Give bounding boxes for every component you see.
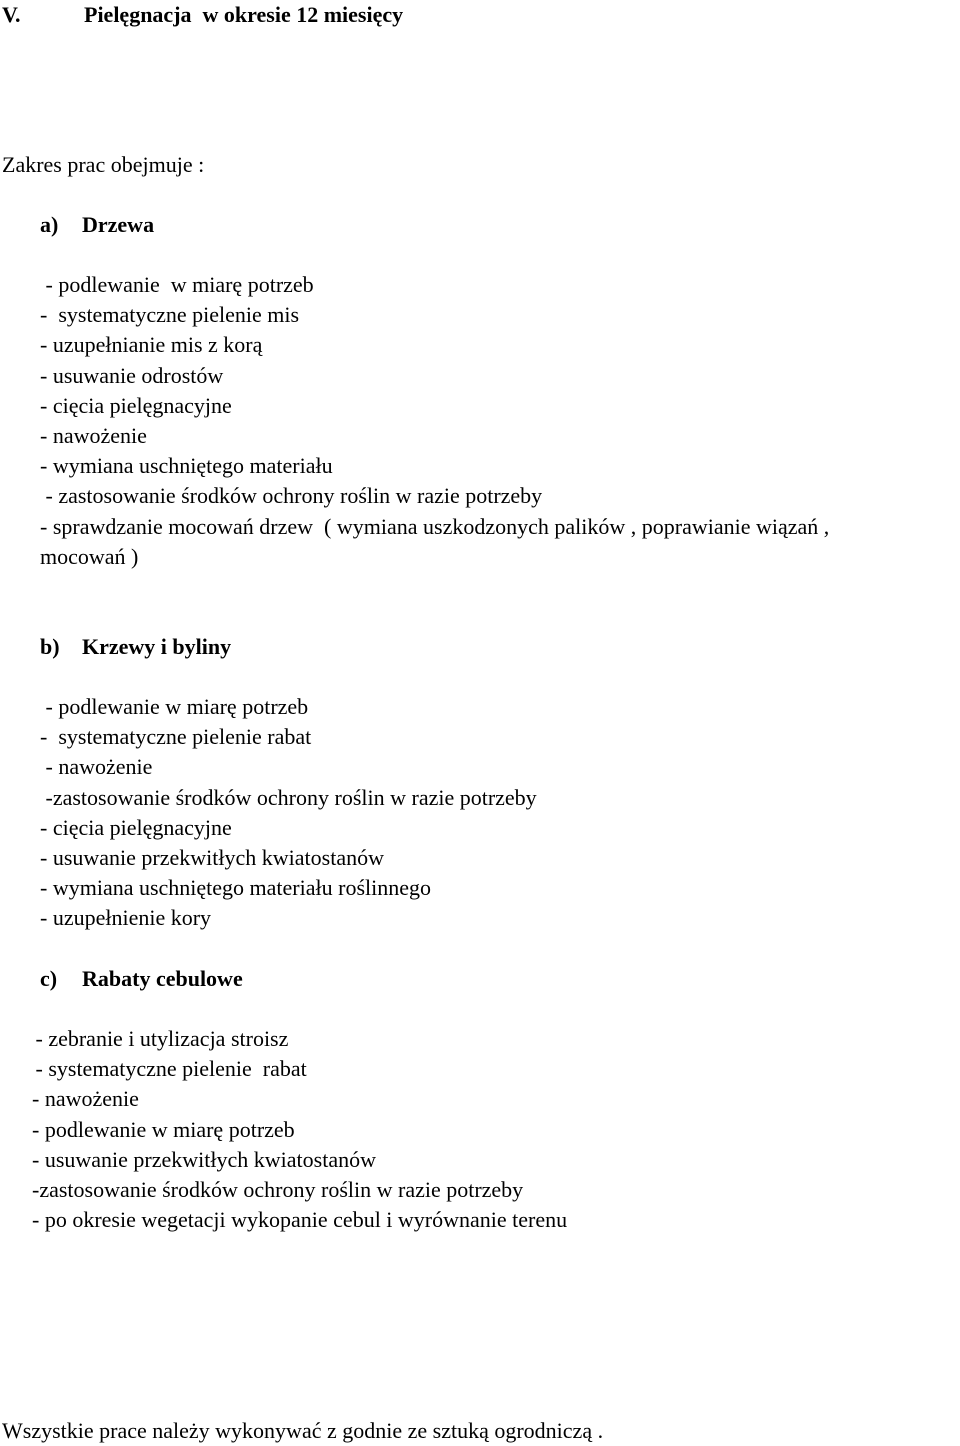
intro-text: Zakres prac obejmuje : [2, 152, 205, 177]
list-item: - usuwanie przekwitłych kwiatostanów [40, 845, 384, 870]
list-item: -zastosowanie środków ochrony roślin w razie potrzeby [40, 785, 537, 810]
footer-note: Wszystkie prace należy wykonywać z godnie ze sztuką ogrodniczą . [2, 1418, 604, 1443]
page-title: Pielęgnacja w okresie 12 miesięcy [84, 2, 404, 27]
list-item: -zastosowanie środków ochrony roślin w razie potrzeby [32, 1177, 524, 1202]
list-item: - usuwanie odrostów [40, 363, 224, 388]
section-b-marker: b) [40, 634, 60, 659]
section-a-title: Drzewa [82, 212, 155, 237]
section-b-title: Krzewy i byliny [82, 634, 232, 659]
list-item: - podlewanie w miarę potrzeb [40, 694, 309, 719]
list-item: - systematyczne pielenie rabat [40, 724, 312, 749]
list-item: - cięcia pielęgnacyjne [40, 393, 232, 418]
list-item: - uzupełnienie kory [40, 905, 212, 930]
list-item: - nawożenie [40, 423, 147, 448]
list-item: mocowań ) [40, 544, 139, 569]
list-item: - podlewanie w miarę potrzeb [32, 1117, 295, 1142]
section-c-marker: c) [40, 966, 58, 991]
section-a-marker: a) [40, 212, 59, 237]
section-number: V. [2, 2, 21, 27]
list-item: - nawożenie [40, 754, 153, 779]
list-item: - sprawdzanie mocowań drzew ( wymiana uszkodzonych palików , poprawianie wiązań , [40, 514, 830, 539]
list-item: - po okresie wegetacji wykopanie cebul i wyrównanie terenu [32, 1207, 568, 1232]
list-item: - zebranie i utylizacja stroisz [30, 1026, 289, 1051]
list-item: - usuwanie przekwitłych kwiatostanów [32, 1147, 376, 1172]
list-item: - systematyczne pielenie mis [40, 302, 300, 327]
list-item: - wymiana uschniętego materiału roślinnego [40, 875, 431, 900]
list-item: - podlewanie w miarę potrzeb [40, 272, 314, 297]
list-item: - cięcia pielęgnacyjne [40, 815, 232, 840]
list-item: - nawożenie [32, 1086, 139, 1111]
list-item: - wymiana uschniętego materiału [40, 453, 333, 478]
list-item: - systematyczne pielenie rabat [30, 1056, 307, 1081]
section-c-title: Rabaty cebulowe [82, 966, 243, 991]
list-item: - zastosowanie środków ochrony roślin w razie potrzeby [40, 483, 543, 508]
list-item: - uzupełnianie mis z korą [40, 332, 263, 357]
